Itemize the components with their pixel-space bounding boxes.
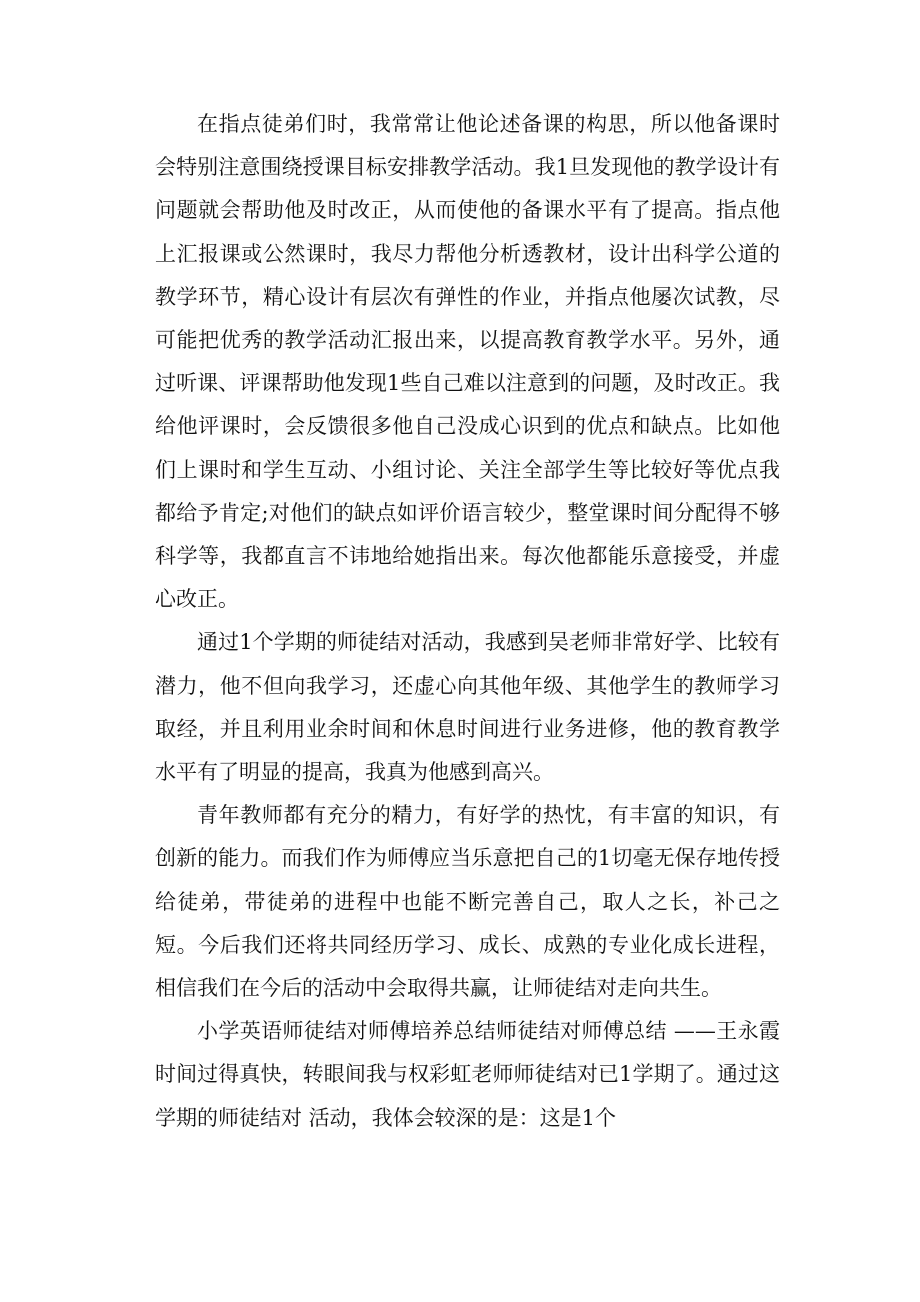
paragraph-young-teachers: 青年教师都有充分的精力，有好学的热忱，有丰富的知识，有创新的能力。而我们作为师傅应当乐意把自己的1切毫无保存地传授给徒弟，带徒弟的进程中也能不断完善自己，取人之长，补己之短。今后我们还将共同经历学习、成长、成熟的专业化成长进程，相信我们在今后的活动中会取得共赢，让师徒结对走向共生。 — [155, 803, 780, 1001]
document-body — [155, 103, 780, 1140]
paragraph-english-summary: 小学英语师徒结对师傅培养总结师徒结对师傅总结 ——王永霞时间过得真快，转眼间我与权彩虹老师师徒结对已1学期了。通过这学期的师徒结对 活动，我体会较深的是：这是1个 — [155, 1019, 780, 1130]
paragraph-semester-review: 通过1个学期的师徒结对活动，我感到吴老师非常好学、比较有潜力，他不但向我学习，还虚心向其他年级、其他学生的教师学习取经，并且利用业余时间和休息时间进行业务进修，他的教育教学水平有了明显的提高，我真为他感到高兴。 — [155, 630, 780, 785]
paragraph-guidance: 在指点徒弟们时，我常常让他论述备课的构思，所以他备课时会特别注意围绕授课目标安排教学活动。我1旦发现他的教学设计有问题就会帮助他及时改正，从而使他的备课水平有了提高。指点他上汇报课或公然课时，我尽力帮他分析透教材，设计出科学公道的教学环节，精心设计有层次有弹性的作业，并指点他屡次试教，尽可能把优秀的教学活动汇报出来，以提高教育教学水平。另外，通过听课、评课帮助他发现1些自己难以注意到的问题，及时改正。我给他评课时，会反馈很多他自己没成心识到的优点和缺点。比如他们上课时和学生互动、小组讨论、关注全部学生等比较好等优点我都给予肯定;对他们的缺点如评价语言较少，整堂课时间分配得不够科学等，我都直言不讳地给她指出来。每次他都能乐意接受，并虚心改正。 — [155, 112, 780, 612]
